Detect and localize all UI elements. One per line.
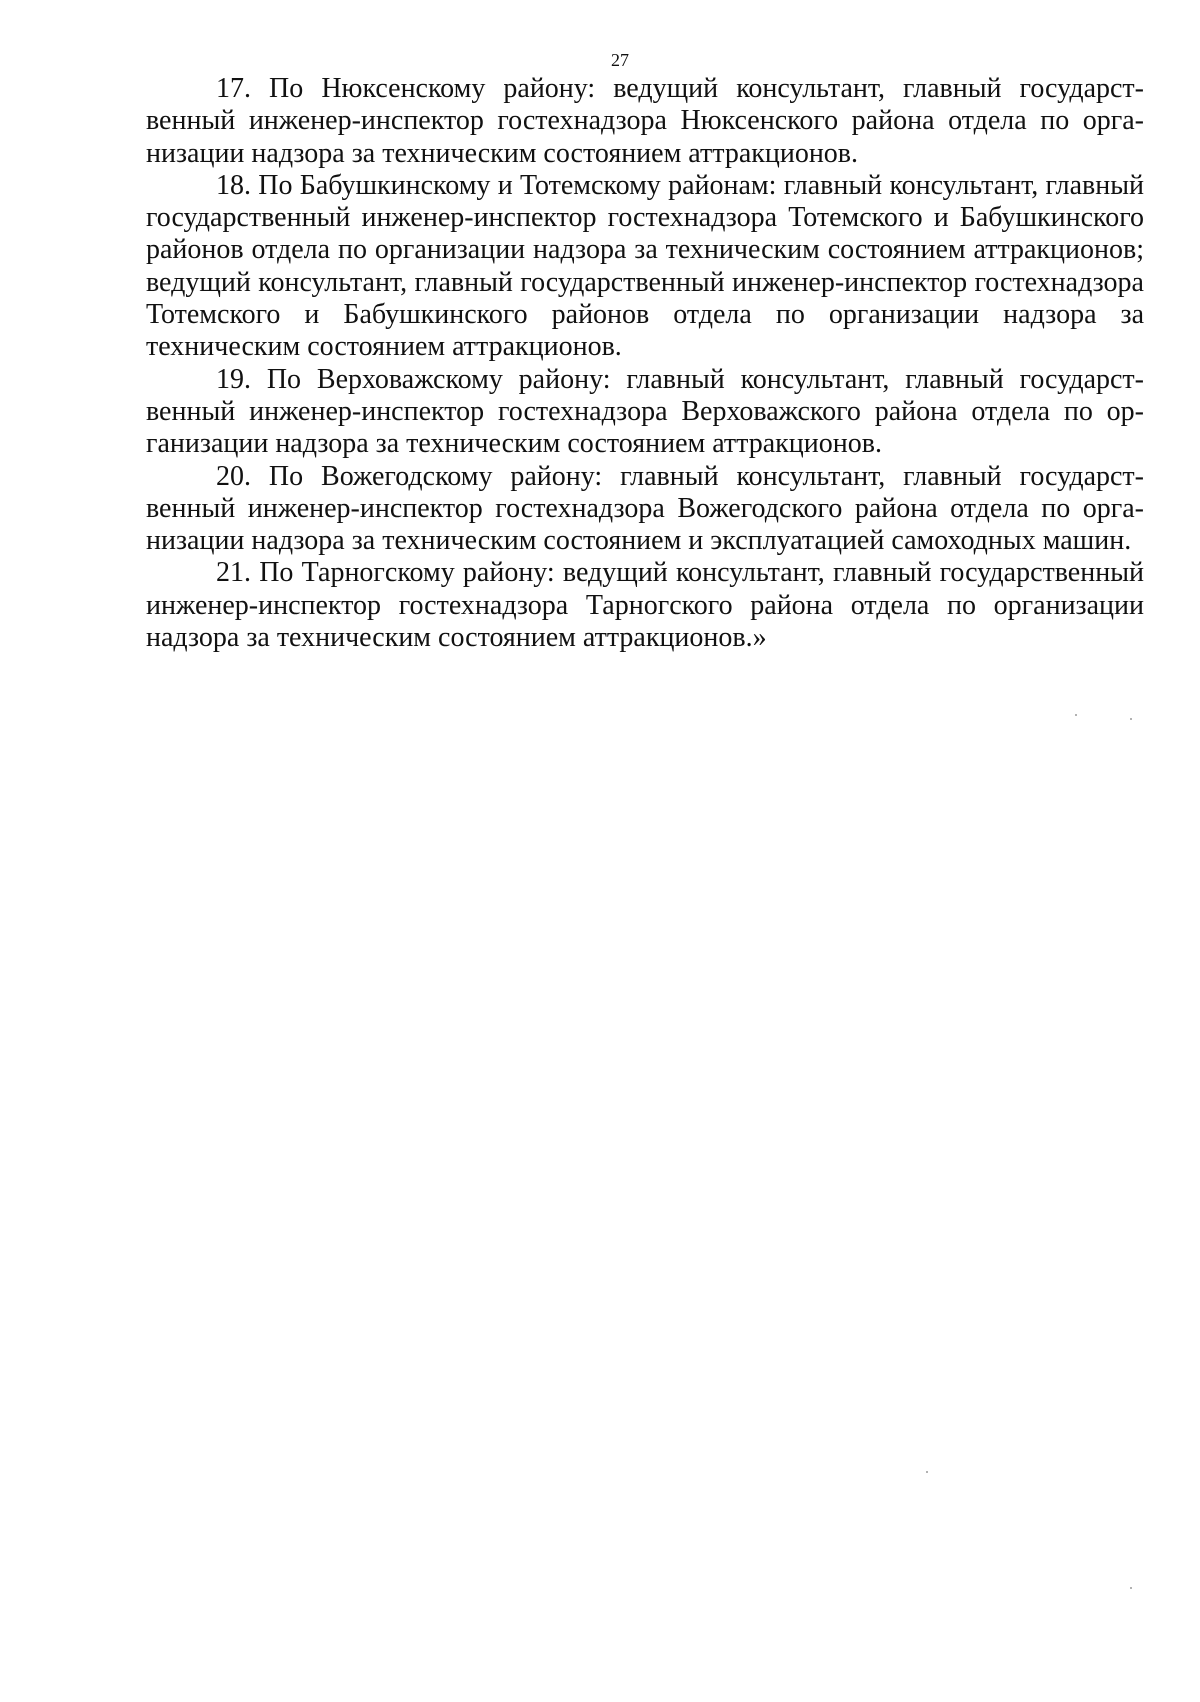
scan-speck — [1130, 718, 1132, 720]
paragraph-19: 19. По Верховажскому району: главный консультант, главный государственный инженер-инспектор гостехнадзора Верховажского района отдела по организации надзора за техническим состоянием аттракционов. — [146, 363, 1144, 460]
paragraph-18: 18. По Бабушкинскому и Тотемскому районам: главный консультант, главный государственный инженер-инспектор гостехнадзора Тотемского и Бабушкинского районов отдела по организации надзора за техническим состоянием аттракционов; ведущий консультант, главный государственный инженер-инспектор гостехнадзора Тотемского и Бабушкинского районов отдела по организации надзора за техническим состоянием аттракционов. — [146, 169, 1144, 363]
page-number: 27 — [611, 50, 629, 70]
paragraph-20: 20. По Вожегодскому району: главный консультант, главный государственный инженер-инспектор гостехнадзора Вожегодского района отдела по организации надзора за техническим состоянием и эксплуатацией самоходных машин. — [146, 460, 1144, 557]
scan-speck — [1130, 1587, 1132, 1589]
scan-speck — [1075, 714, 1077, 716]
paragraph-21: 21. По Тарногскому району: ведущий консультант, главный государственный инженер-инспектор гостехнадзора Тарногского района отдела по организации надзора за техническим состоянием аттракционов.» — [146, 557, 1144, 654]
scan-speck — [926, 1471, 928, 1473]
document-body — [146, 73, 1144, 654]
paragraph-17: 17. По Нюксенскому району: ведущий консультант, главный государственный инженер-инспектор гостехнадзора Нюксенского района отдела по организации надзора за техническим состоянием аттракционов. — [146, 73, 1144, 169]
